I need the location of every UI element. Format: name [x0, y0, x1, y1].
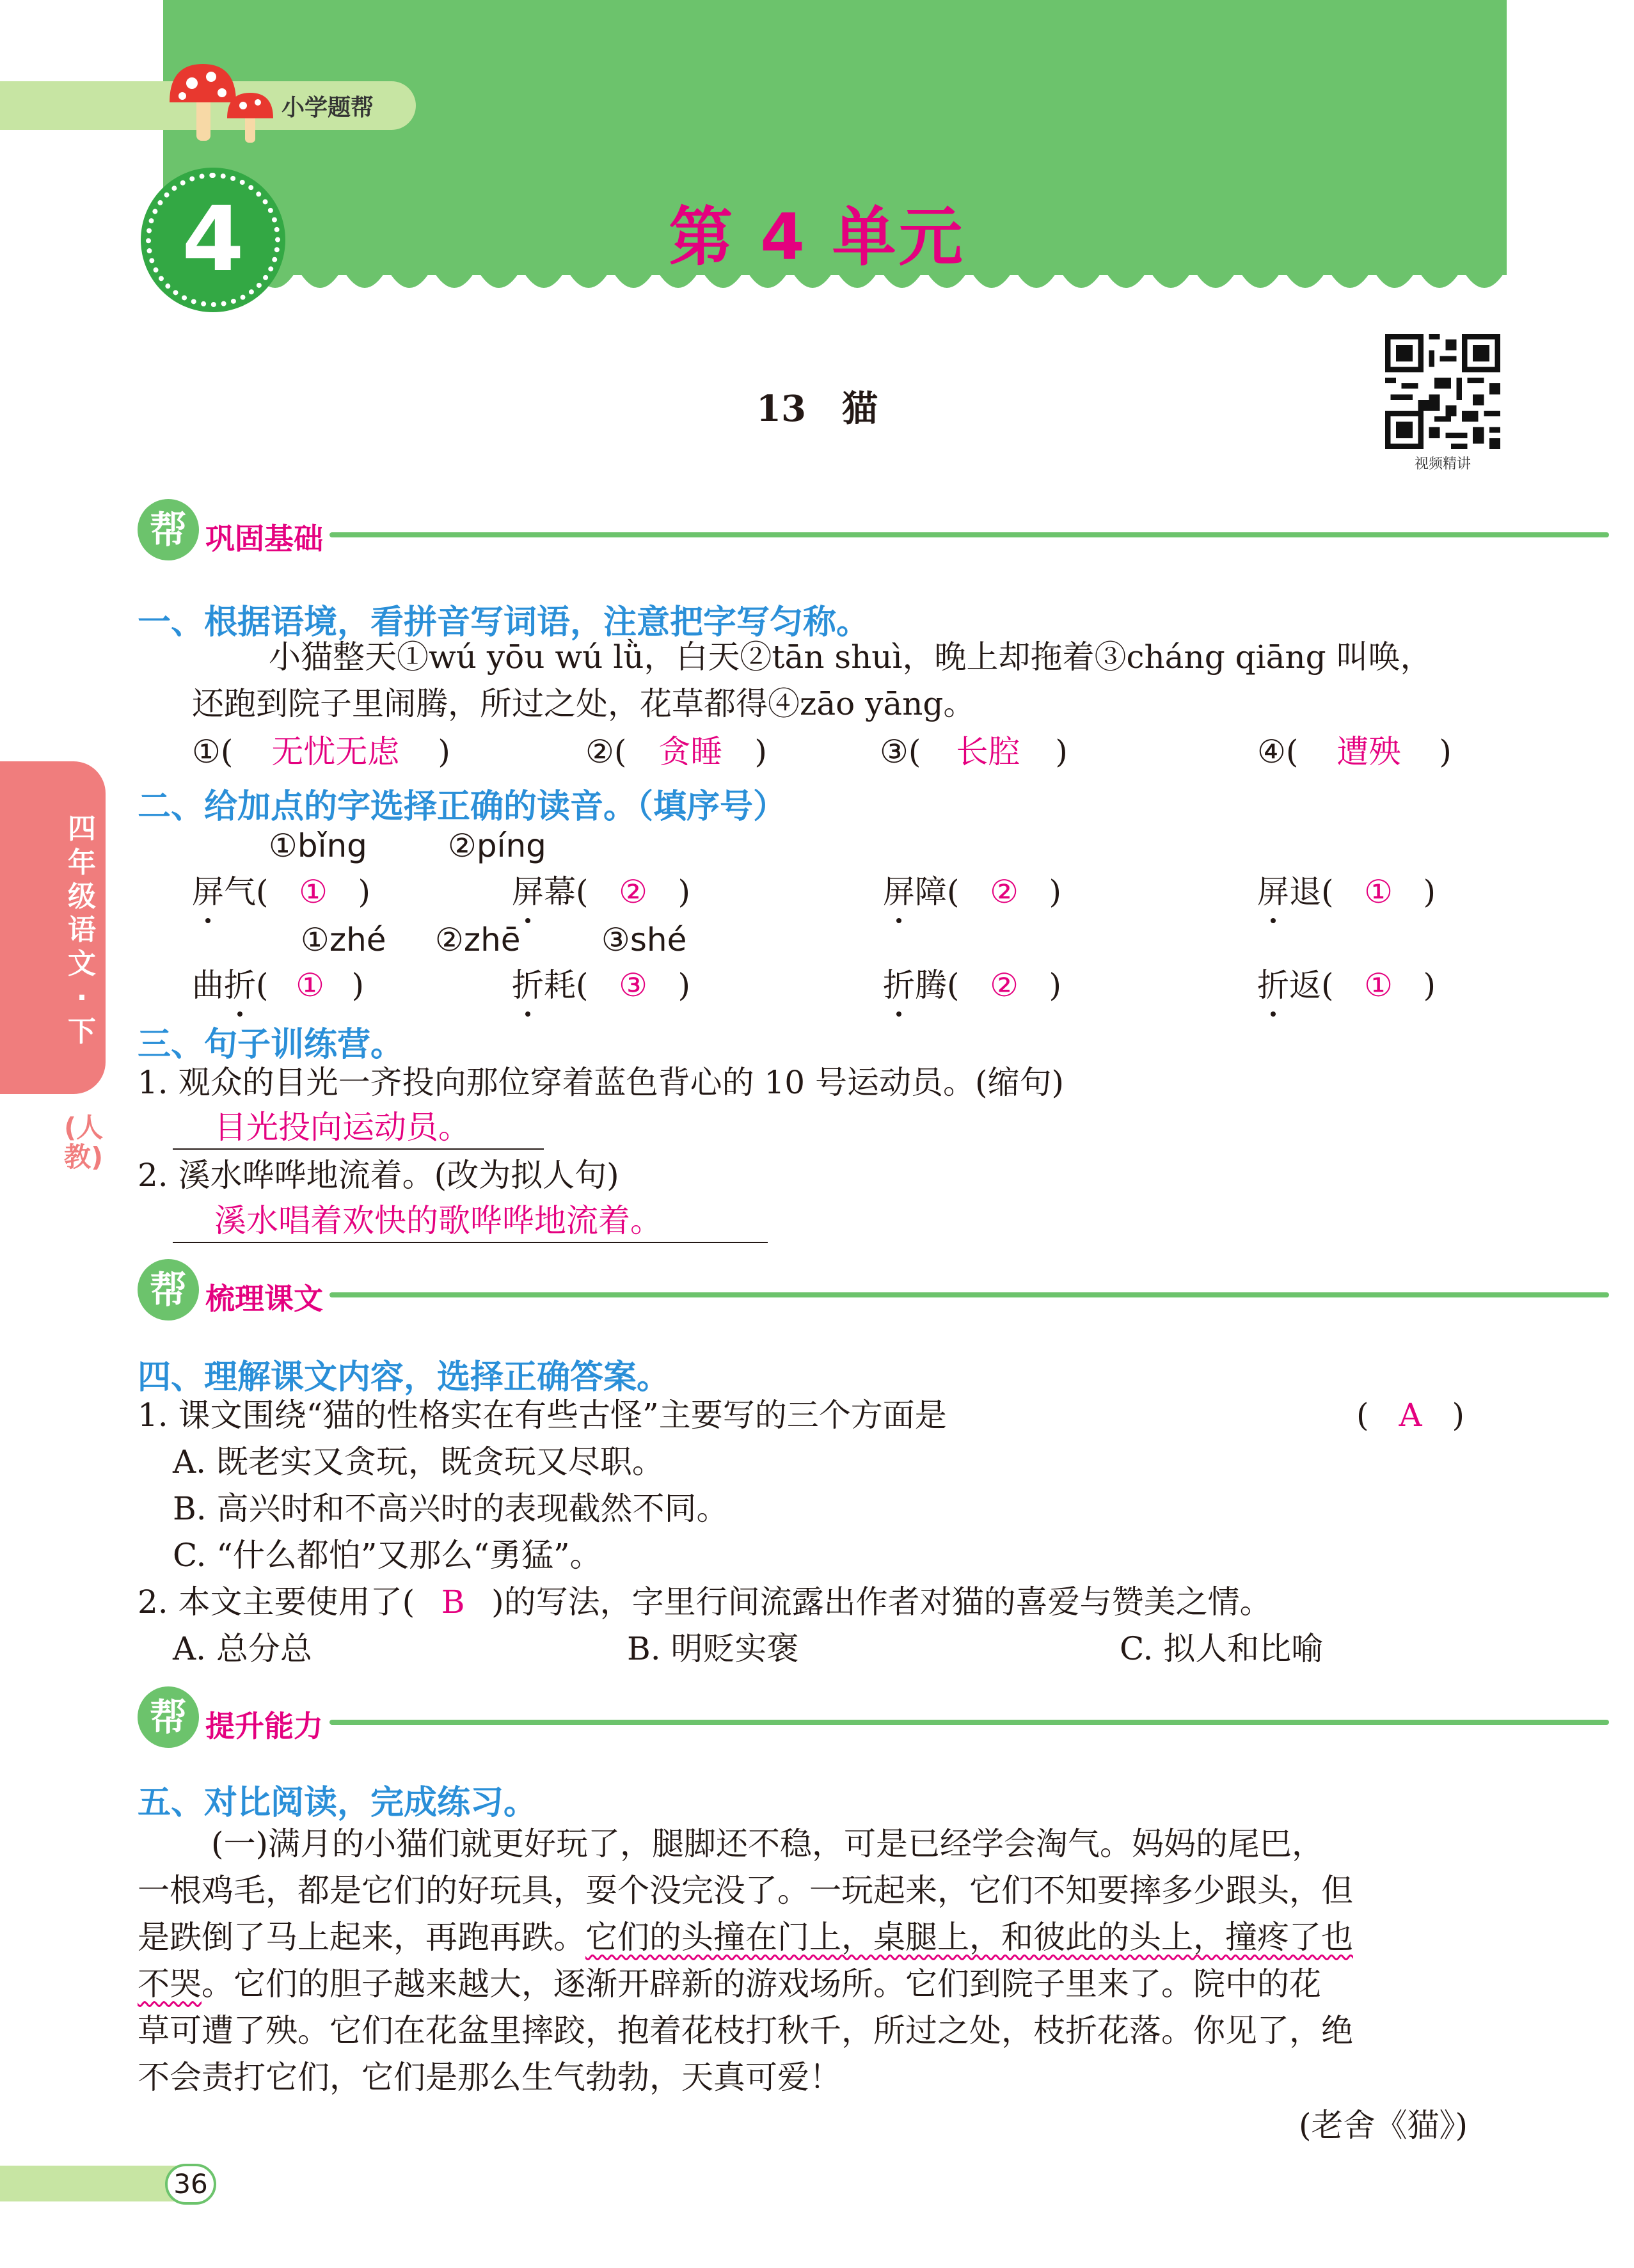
- reading-item: 折返( ① ): [1257, 965, 1436, 1006]
- section-badge: 帮: [138, 499, 199, 560]
- answer-value: ②: [990, 873, 1019, 910]
- question-3-answer-1: 目光投向运动员。: [173, 1107, 544, 1150]
- answer-value: B: [441, 1583, 465, 1621]
- answer-value: ③: [619, 967, 647, 1004]
- pinyin-option: ①zhé: [301, 921, 386, 958]
- answer-2: ②( 贪睡 ): [585, 731, 767, 773]
- mushroom-icon: [163, 58, 278, 147]
- answer-4: ④( 遭殃 ): [1257, 731, 1452, 773]
- passage-line: 不哭。它们的胆子越来越大，逐渐开辟新的游戏场所。它们到院子里来了。院中的花: [138, 1965, 1321, 2002]
- answer-value: A: [1399, 1397, 1422, 1434]
- question-4-item-2: 2. 本文主要使用了( B )的写法，字里行间流露出作者对猫的喜爱与赞美之情。: [138, 1582, 1272, 1623]
- passage-line: (一)满月的小猫们就更好玩了，腿脚还不稳，可是已经学会淘气。妈妈的尾巴，: [211, 1825, 1324, 1862]
- section-label: 梳理课文: [205, 1281, 323, 1316]
- section-badge: 帮: [138, 1259, 199, 1320]
- pinyin-option: ①bǐng: [269, 827, 367, 864]
- section-label: 巩固基础: [205, 521, 323, 556]
- answer-value: ①: [296, 967, 324, 1004]
- section-header-consolidate: [138, 499, 1507, 560]
- side-tab-grade: 四年级语文·下: [68, 813, 96, 1048]
- answer-value: 无忧无虑: [271, 733, 400, 770]
- reading-item: 折耗( ③ ): [512, 965, 690, 1006]
- side-tab-publisher: (人教): [64, 1112, 104, 1173]
- passage-line: 草可遭了殃。它们在花盆里摔跤，抱着花枝打秋千，所过之处，枝折花落。你见了，绝: [138, 2012, 1353, 2049]
- option-b: B. 明贬实褒: [627, 1630, 799, 1667]
- answer-value: ②: [990, 967, 1019, 1004]
- option-a: A. 既老实又贪玩，既贪玩又尽职。: [173, 1443, 664, 1480]
- page-number: 36: [165, 2164, 216, 2205]
- option-b: B. 高兴时和不高兴时的表现截然不同。: [173, 1490, 729, 1527]
- pinyin-option: ②píng: [448, 827, 546, 864]
- unit-title: 第 4 单元: [669, 200, 965, 274]
- question-4-title: 四、理解课文内容，选择正确答案。: [138, 1358, 670, 1397]
- answer-3: ③( 长腔 ): [880, 731, 1068, 773]
- answer-value: 贪睡: [658, 733, 723, 770]
- question-3-item-2: 2. 溪水哗哗地流着。(改为拟人句): [138, 1157, 619, 1194]
- passage-source: (老舍《猫》): [1299, 2107, 1468, 2144]
- question-3-answer-2: 溪水唱着欢快的歌哗哗地流着。: [173, 1200, 768, 1243]
- underlined-sentence: 它们的头撞在门上，桌腿上，和彼此的头上，撞疼了也: [585, 1919, 1353, 1956]
- footer-strip: [0, 2166, 192, 2201]
- section-divider: [329, 532, 1609, 537]
- passage-line: 不会责打它们，它们是那么生气勃勃，天真可爱！: [138, 2059, 841, 2096]
- option-c: C. “什么都怕”又那么“勇猛”。: [173, 1537, 602, 1574]
- reading-item: 屏障( ② ): [883, 871, 1061, 913]
- answer-value: ①: [299, 873, 328, 910]
- section-header-review: [138, 1259, 1507, 1320]
- section-badge: 帮: [138, 1686, 199, 1748]
- reading-item: 屏气( ① ): [192, 871, 370, 913]
- question-1-line-2: 还跑到院子里闹腾，所过之处，花草都得④zāo yāng。: [192, 685, 976, 722]
- lesson-title: 13 猫: [756, 388, 878, 430]
- section-divider: [329, 1292, 1609, 1297]
- question-2-title: 二、给加点的字选择正确的读音。（填序号）: [138, 788, 787, 826]
- reading-item: 屏幕( ② ): [512, 871, 690, 913]
- answer-value: 遭殃: [1337, 733, 1401, 770]
- option-a: A. 总分总: [173, 1630, 312, 1667]
- question-5-title: 五、对比阅读，完成练习。: [138, 1784, 537, 1822]
- answer-value: ②: [619, 873, 647, 910]
- question-1-line-1: 小猫整天①wú yōu wú lǜ，白天②tān shuì，晚上却拖着③cháng qiāng 叫唤，: [269, 638, 1432, 676]
- qr-code-icon[interactable]: [1385, 334, 1500, 449]
- underlined-sentence: 不哭: [138, 1965, 202, 2002]
- section-divider: [329, 1720, 1609, 1725]
- question-3-item-1: 1. 观众的目光一齐投向那位穿着蓝色背心的 10 号运动员。(缩句): [138, 1064, 1065, 1101]
- reading-item: 屏退( ① ): [1257, 871, 1436, 913]
- question-4-item-1: 1. 课文围绕“猫的性格实在有些古怪”主要写的三个方面是: [138, 1397, 947, 1434]
- option-c: C. 拟人和比喻: [1120, 1630, 1324, 1667]
- question-1-title: 一、根据语境，看拼音写词语，注意把字写匀称。: [138, 603, 870, 642]
- section-label: 提升能力: [205, 1709, 323, 1743]
- passage-line: 一根鸡毛，都是它们的好玩具，耍个没完没了。一玩起来，它们不知要摔多少跟头，但: [138, 1872, 1353, 1909]
- reading-item: 曲折( ① ): [192, 965, 364, 1006]
- answer-value: 长腔: [956, 733, 1020, 770]
- pinyin-option: ③shé: [601, 921, 687, 958]
- passage-line: 是跌倒了马上起来，再跑再跌。它们的头撞在门上，桌腿上，和彼此的头上，撞疼了也: [138, 1919, 1353, 1956]
- qr-caption: 视频精讲: [1414, 456, 1471, 472]
- unit-number: 4: [182, 187, 244, 292]
- question-4-answer-1: ( A ): [1356, 1395, 1464, 1436]
- answer-value: ①: [1364, 873, 1393, 910]
- section-header-improve: [138, 1686, 1507, 1748]
- pinyin-option: ②zhē: [435, 921, 521, 958]
- question-3-title: 三、句子训练营。: [138, 1026, 404, 1064]
- reading-item: 折腾( ② ): [883, 965, 1061, 1006]
- answer-value: ①: [1364, 967, 1393, 1004]
- answer-1: ①( 无忧无虑 ): [192, 731, 450, 773]
- logo-text: 小学题帮: [282, 95, 374, 121]
